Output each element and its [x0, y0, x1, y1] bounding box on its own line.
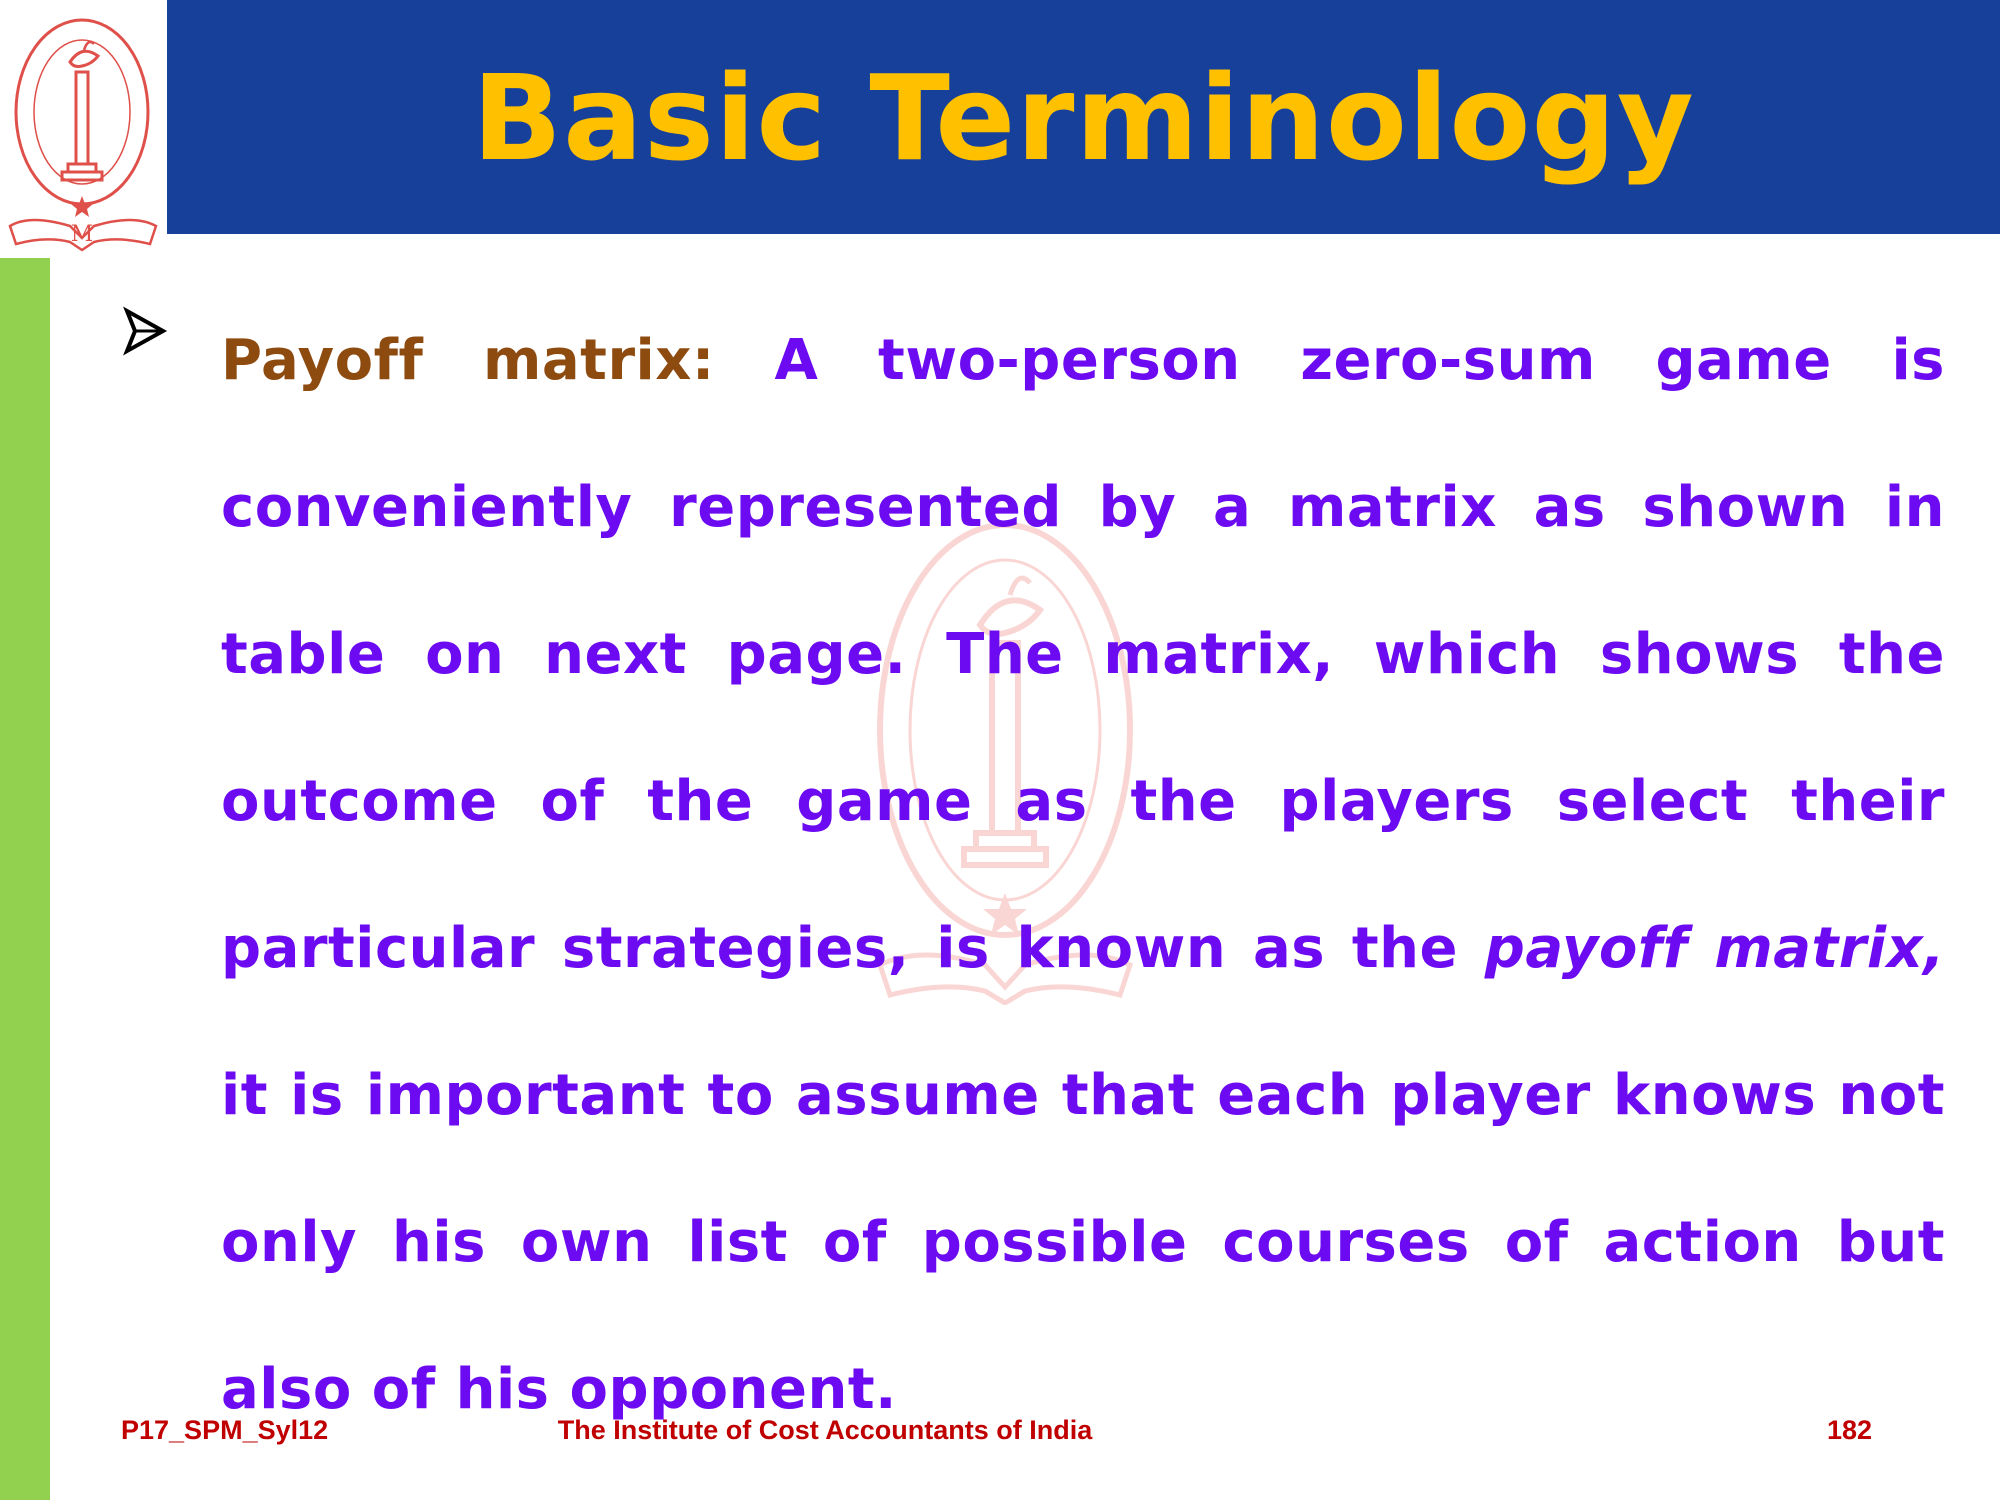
institute-logo	[0, 0, 167, 258]
page-title: Basic Terminology	[472, 49, 1695, 187]
page-number: 182	[1827, 1415, 1873, 1445]
paragraph	[221, 287, 1945, 1463]
institute-emblem-icon	[0, 0, 167, 258]
term-label: Payoff matrix	[221, 328, 692, 393]
footer-course-code: P17_SPM_Syl12	[121, 1415, 329, 1445]
footer-institute-name: The Institute of Cost Accountants of India	[557, 1415, 1093, 1445]
term-colon: :	[691, 328, 715, 393]
svg-text:M: M	[70, 222, 94, 247]
emphasis-text: payoff matrix,	[1484, 916, 1945, 981]
accent-bar	[0, 258, 50, 1500]
definition-continuation: it is important to assume that each player knows not only his own list of possible courses of action but also of his opponent.	[221, 1063, 1945, 1422]
arrow-bullet-icon	[121, 301, 171, 361]
definition-text: A two-person zero-sum game is conveniently represented by a matrix as shown in table on next page. The matrix, which shows the outcome of the game as the players select their particular strategies, is known as the	[221, 328, 1945, 981]
